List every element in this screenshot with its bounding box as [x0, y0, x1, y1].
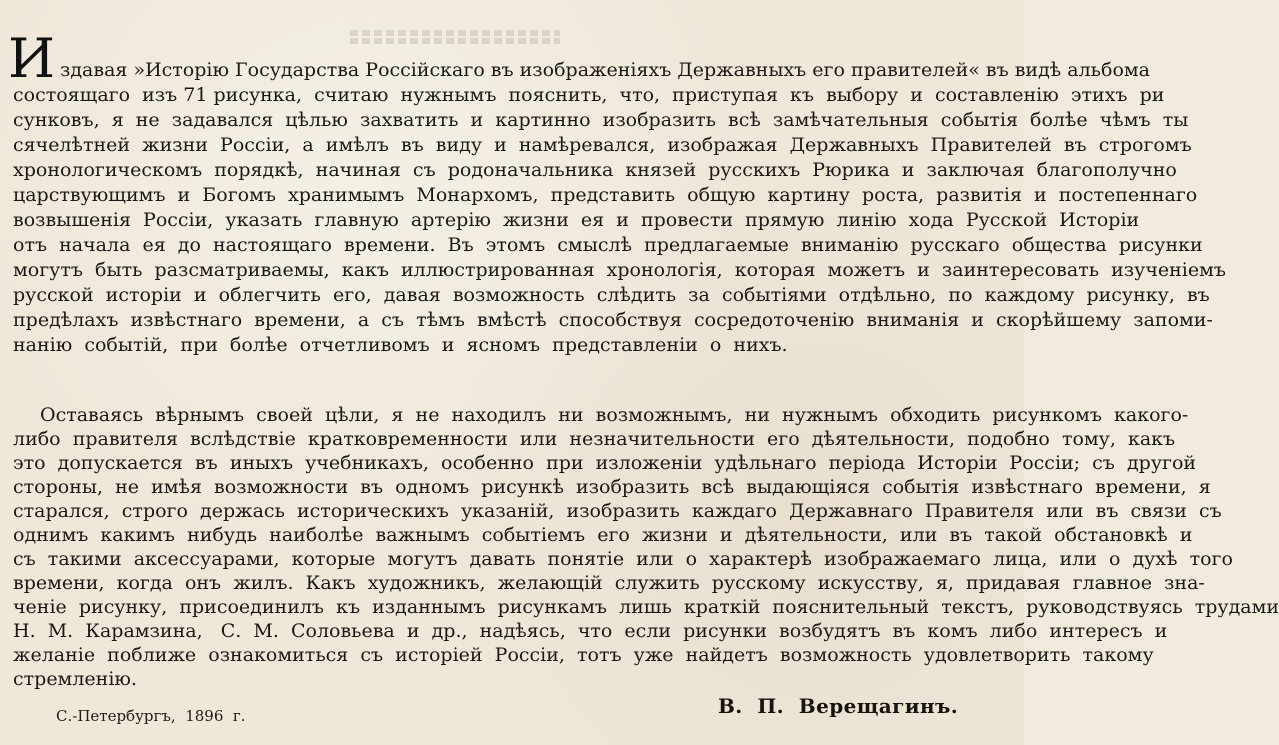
body-line: хронологическомъ порядкѣ, начиная съ родоначальника князей русскихъ Рюрика и заключая благополучно [13, 159, 1177, 181]
bleed-through-heading [350, 30, 560, 56]
body-line: сунковъ, я не задавался цѣлью захватить и картинно изобразить всѣ замѣчательныя событія болѣе чѣмъ ты [13, 109, 1189, 131]
body-line: времени, когда онъ жилъ. Какъ художникъ, желающій служить русскому искусству, я, придавая главное зна- [13, 572, 1205, 594]
drop-cap-letter: И [8, 27, 54, 90]
body-line: русской исторіи и облегчить его, давая возможность слѣдить за событіями отдѣльно, по каждому рисунку, въ [13, 284, 1210, 306]
signature-name: В. П. Верещагинъ. [718, 694, 959, 718]
bleed-line [350, 30, 560, 36]
body-line: нанію событій, при болѣе отчетливомъ и ясномъ представленіи о нихъ. [13, 334, 788, 356]
body-line: Оставаясь вѣрнымъ своей цѣли, я не находилъ ни возможнымъ, ни нужнымъ обходить рисункомъ какого- [40, 404, 1189, 426]
body-line: желаніе поближе ознакомиться съ исторіей Россіи, тотъ уже найдетъ возможность удовлетворить такому [13, 644, 1154, 666]
body-line: съ такими аксессуарами, которые могутъ давать понятіе или о характерѣ изображаемаго лица, или о духѣ того [13, 548, 1233, 570]
bleed-line [350, 38, 560, 44]
body-line: предѣлахъ извѣстнаго времени, а съ тѣмъ вмѣстѣ способствуя сосредоточенію вниманія и скорѣйшему запоми- [13, 309, 1213, 331]
body-line: состоящаго изъ 71 рисунка, считаю нужнымъ пояснить, что, приступая къ выбору и составленію этихъ ри [13, 84, 1165, 106]
body-line: Н. М. Карамзина, С. М. Соловьева и др., надѣясь, что если рисунки возбудятъ въ комъ либо интересъ и [13, 620, 1168, 642]
body-line: это допускается въ иныхъ учебникахъ, особенно при изложеніи удѣльнаго періода Исторіи Россіи; съ другой [13, 452, 1197, 474]
place-date: С.-Петербургъ, 1896 г. [56, 707, 246, 725]
body-line: сячелѣтней жизни Россіи, а имѣлъ въ виду и намѣревался, изображая Державныхъ Правителей въ строгомъ [13, 134, 1192, 156]
body-line: ченіе рисунку, присоединилъ къ изданнымъ рисункамъ лишь краткій пояснительный текстъ, руководствуясь трудами [13, 596, 1279, 618]
body-line: здавая »Исторію Государства Россійскаго въ изображеніяхъ Державныхъ его правителей« въ видѣ альбома [60, 59, 1151, 81]
body-line: возвышенія Россіи, указать главную артерію жизни ея и провести прямую линію хода Русской Исторіи [13, 209, 1140, 231]
body-line: могутъ быть разсматриваемы, какъ иллюстрированная хронологія, которая можетъ и заинтересовать изученіемъ [13, 259, 1226, 281]
body-line: либо правителя вслѣдствіе кратковременности или незначительности его дѣятельности, подобно тому, какъ [13, 428, 1176, 450]
body-line: старался, строго держась историческихъ указаній, изобразить каждаго Державнаго Правителя или въ связи съ [13, 500, 1222, 522]
body-line: стремленію. [13, 668, 137, 690]
body-line: царствующимъ и Богомъ хранимымъ Монархомъ, представить общую картину роста, развитія и постепеннаго [13, 184, 1198, 206]
body-line: однимъ какимъ нибудь наиболѣе важнымъ событіемъ его жизни и дѣятельности, или въ такой обстановкѣ и [13, 524, 1193, 546]
body-line: стороны, не имѣя возможности въ одномъ рисункѣ изобразить всѣ выдающіяся событія извѣстнаго времени, я [13, 476, 1211, 498]
body-line: отъ начала ея до настоящаго времени. Въ этомъ смыслѣ предлагаемые вниманію русскаго общества рисунки [13, 234, 1203, 256]
